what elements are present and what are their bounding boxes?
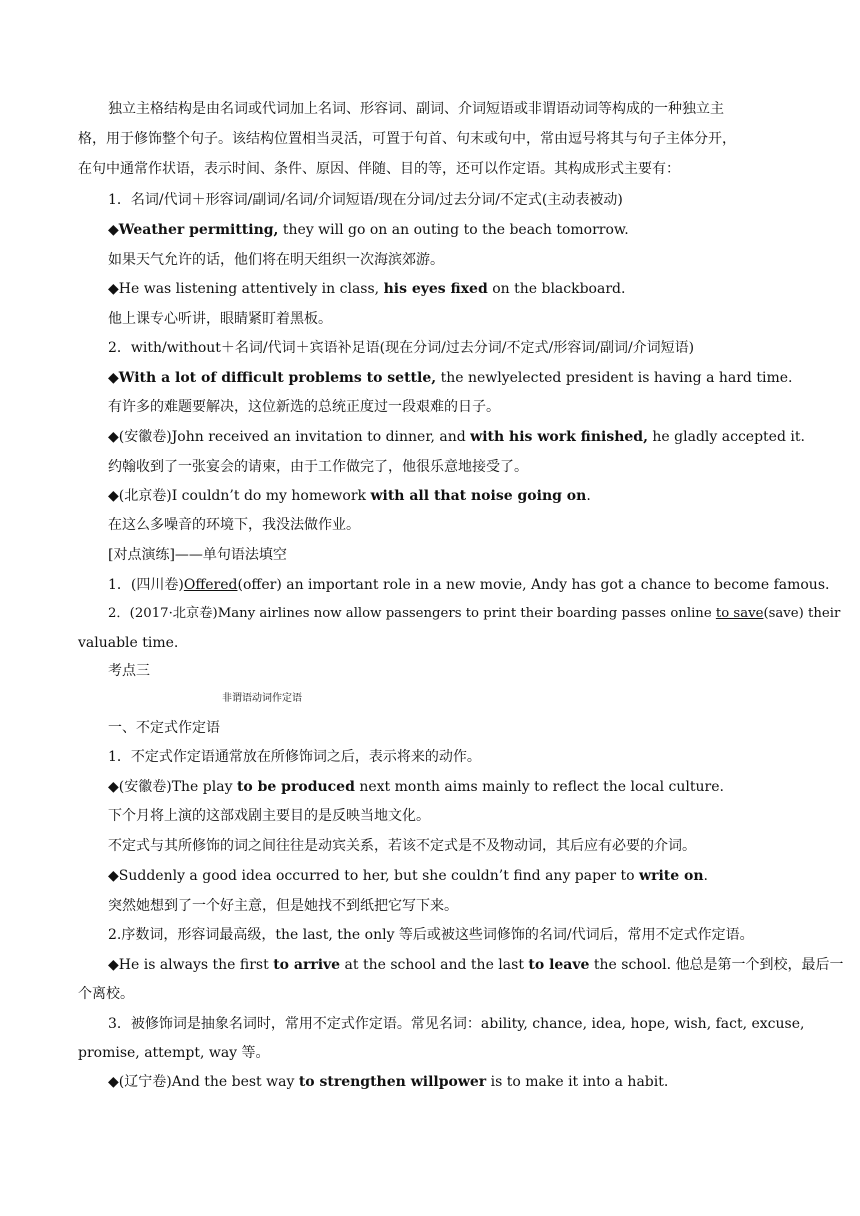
example-4-text-c: he gladly accepted it. [647, 429, 805, 445]
example-5-translation: 在这么多噪音的环境下，我没法做作业。 [108, 517, 360, 533]
note-1: 不定式与其所修饰的词之间往往是动宾关系，若该不定式是不及物动词，其后应有必要的介词。 [108, 838, 696, 854]
question-1-source: 1．(四川卷) [108, 577, 184, 593]
example-5-text-c: . [586, 488, 591, 504]
example-1-bold: ◆Weather permitting, [108, 222, 279, 238]
example-4-text-a: ◆(安徽卷)John received an invitation to dinner, and [108, 429, 471, 445]
example-4 [78, 429, 814, 445]
example-9-text-a: ◆(辽宁卷)And the best way [108, 1074, 299, 1090]
example-5-text-a: ◆(北京卷)I couldn’t do my homework [108, 488, 371, 504]
example-6-text-c: next month aims mainly to reflect the local culture. [354, 779, 724, 795]
intro-line-2: 格，用于修饰整个句子。该结构位置相当灵活，可置于句首、句末或句中，常由逗号将其与句子主体分开， [78, 131, 736, 147]
example-8-text-c: at the school and the last [340, 957, 529, 973]
drill-title: [对点演练]——单句语法填空 [108, 547, 287, 563]
example-9-bold: to strengthen willpower [298, 1074, 487, 1090]
question-1 [78, 577, 830, 593]
example-8-bold-2: to leave [528, 957, 590, 973]
kaodian-label: 考点三 [108, 663, 150, 679]
example-4-bold: with his work finished, [470, 429, 648, 445]
example-8-text-a: ◆He is always the first [108, 957, 274, 973]
intro-line-3: 在句中通常作状语，表示时间、条件、原因、伴随、目的等，还可以作定语。其构成形式主要有： [78, 161, 680, 177]
example-6-translation: 下个月将上演的这部戏剧主要目的是反映当地文化。 [108, 808, 430, 824]
example-5 [78, 488, 814, 504]
example-8-continued: 个离校。 [78, 986, 134, 1002]
example-2-text-c: on the blackboard. [487, 281, 626, 297]
example-1-text: they will go on an outing to the beach tomorrow. [278, 222, 629, 238]
rule-3: 3．被修饰词是抽象名词时，常用不定式作定语。常见名词：ability, chance, idea, hope, wish, fact, excuse, [108, 1016, 805, 1032]
rule-3-continued: promise, attempt, way 等。 [78, 1045, 270, 1061]
section-title: 非谓语动词作定语 [222, 693, 302, 704]
example-9 [78, 1074, 814, 1090]
example-7-text-c: . [703, 868, 708, 884]
rule-1: 1．不定式作定语通常放在所修饰词之后，表示将来的动作。 [108, 749, 481, 765]
example-3 [78, 370, 814, 386]
form-2: 2．with/without＋名词/代词＋宾语补足语(现在分词/过去分词/不定式/形容词/副词/介词短语) [108, 340, 695, 356]
question-2-answer: to save [715, 606, 764, 621]
example-2-translation: 他上课专心听讲，眼睛紧盯着黑板。 [108, 311, 332, 327]
example-3-bold: ◆With a lot of difficult problems to settle, [108, 370, 437, 386]
example-9-text-c: is to make it into a habit. [486, 1074, 669, 1090]
example-8 [78, 957, 844, 973]
example-7 [78, 868, 814, 884]
example-2-text-a: ◆He was listening attentively in class, [108, 281, 384, 297]
form-1: 1．名词/代词＋形容词/副词/名词/介词短语/现在分词/过去分词/不定式(主动表被动) [108, 192, 623, 208]
example-8-bold-1: to arrive [273, 957, 341, 973]
example-7-translation: 突然她想到了一个好主意，但是她找不到纸把它写下来。 [108, 898, 458, 914]
subsection-1: 一、不定式作定语 [108, 720, 220, 736]
question-2-continued: valuable time. [78, 635, 179, 651]
example-4-translation: 约翰收到了一张宴会的请柬，由于工作做完了，他很乐意地接受了。 [108, 459, 528, 475]
intro-line-1: 独立主格结构是由名词或代词加上名词、形容词、副词、介词短语或非谓语动词等构成的一种独立主 [108, 101, 724, 117]
question-2 [78, 606, 841, 622]
question-2-text-a: 2．(2017·北京卷)Many airlines now allow passengers to print their boarding passes online [108, 606, 716, 621]
example-1-translation: 如果天气允许的话，他们将在明天组织一次海滨郊游。 [108, 252, 444, 268]
question-1-text: (offer) an important role in a new movie, Andy has got a chance to become famous. [237, 577, 830, 593]
example-3-text: the newlyelected president is having a hard time. [436, 370, 793, 386]
example-2 [78, 281, 814, 297]
example-2-bold: his eyes fixed [383, 281, 488, 297]
example-5-bold: with all that noise going on [370, 488, 587, 504]
question-2-text-b: (save) their [763, 606, 841, 621]
example-7-text-a: ◆Suddenly a good idea occurred to her, but she couldn’t find any paper to [108, 868, 640, 884]
example-1 [78, 222, 814, 238]
example-3-translation: 有许多的难题要解决，这位新选的总统正度过一段艰难的日子。 [108, 399, 500, 415]
example-8-text-e: the school. 他总是第一个到校，最后一 [589, 957, 844, 973]
example-7-bold: write on [639, 868, 704, 884]
question-1-answer: Offered [183, 577, 238, 593]
example-6 [78, 779, 814, 795]
rule-2: 2.序数词，形容词最高级，the last, the only 等后或被这些词修饰的名词/代词后，常用不定式作定语。 [108, 927, 754, 943]
example-6-bold: to be produced [236, 779, 355, 795]
example-6-text-a: ◆(安徽卷)The play [108, 779, 237, 795]
